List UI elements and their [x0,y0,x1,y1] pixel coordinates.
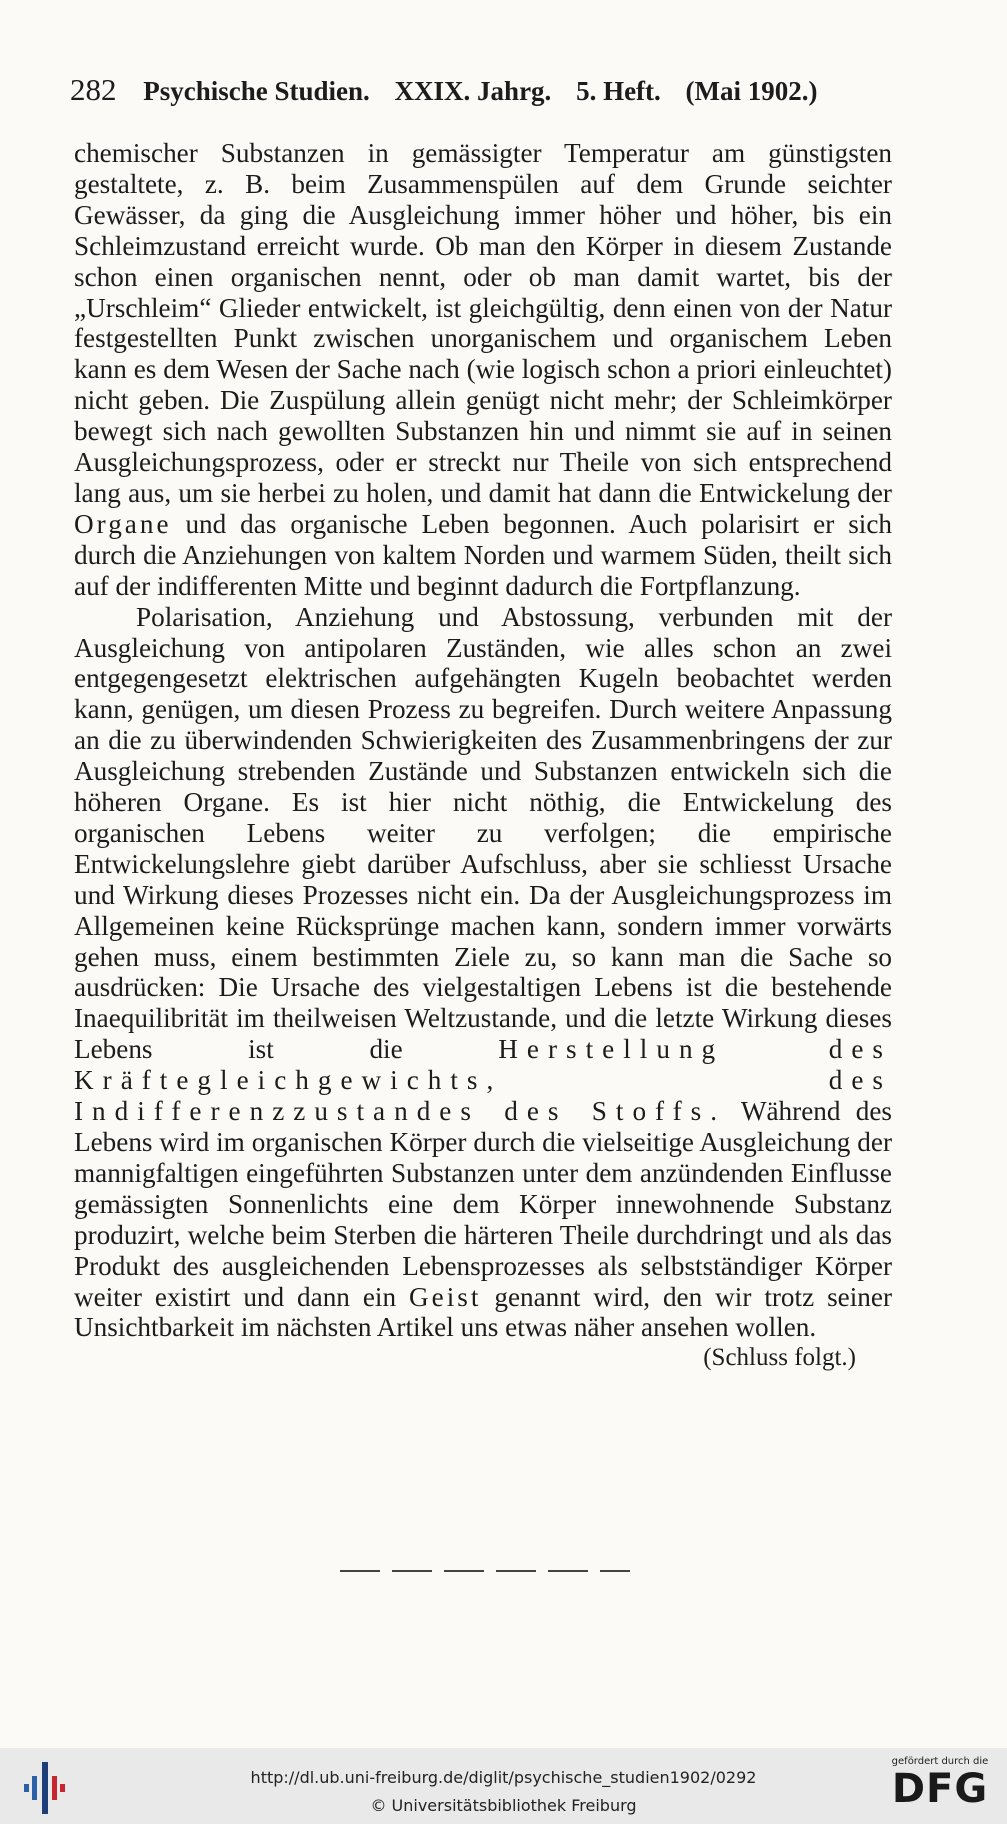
footer-bar [0,1748,1007,1824]
paragraph-1-text-a: chemischer Substanzen in gemässigter Temperatur am günstigsten gestaltete, z. B. beim Zusammenspülen auf dem Grunde seichter Gewässer, da ging die Ausgleichung immer höher und höher, bis ein Schleimzustand erreicht wurde. Ob man den Körper in diesem Zustande schon einen organischen nennt, oder ob man damit wartet, bis der „Urschleim“ Glieder entwickelt, ist gleichgültig, denn einen von der Natur festgestellten Punkt zwischen unorganischem und organischem Leben kann es dem Wesen der Sache nach (wie logisch schon a priori einleuchtet) nicht geben. Die Zuspülung allein genügt nicht mehr; der Schleimkörper bewegt sich nach gewollten Substanzen hin und nimmt sie auf in seinen Ausgleichungsprozess, oder er streckt nur Theile von sich entsprechend lang aus, um sie herbei zu holen, und damit hat dann die Entwickelung der [74,138,892,508]
paragraph-2-text-b: Während des Lebens wird im organischen Körper durch die vielseitige Ausgleichung der mannigfaltigen eingeführten Substanzen unter dem anzündenden Einflusse gemässigten Sonnenlichts eine dem Körper innewohnende Substanz produzirt, welche beim Sterben die härteren Theile durchdringt und als das Produkt des ausgleichenden Lebensprozesses als selbstständiger Körper weiter existirt und dann ein [74,1096,892,1312]
issue-label: 5. Heft. [576,76,661,106]
paragraph-2 [74,602,892,1344]
article-body [74,138,893,1372]
running-header [70,72,900,108]
emphasis-herstellung: Herstellung des Kräftegleichgewichts, des Indifferenzzustandes des Stoffs. [74,1034,892,1127]
dfg-wordmark: DFG [891,1766,989,1812]
paragraph-1 [74,138,892,602]
paragraph-2-text-a: Polarisation, Anziehung und Abstossung, verbunden mit der Ausgleichung von antipolaren Zuständen, wie alles schon an zwei entgegengesetzt elektrischen aufgehängten Kugeln beobachtet werden kann, genügen, um diesen Prozess zu begreifen. Durch weitere Anpassung an die zu überwindenden Schwierigkeiten des Zusammenbringens der zur Ausgleichung strebenden Zustände und Substanzen entwickeln sich die höheren Organe. Es ist hier nicht nöthig, die Entwickelung des organischen Lebens weiter zu verfolgen; die empirische Entwickelungslehre giebt darüber Aufschluss, aber sie schliesst Ursache und Wirkung dieses Prozesses nicht ein. Da der Ausgleichungsprozess im Allgemeinen keine Rücksprünge machen kann, sondern immer vorwärts gehen muss, einem bestimmten Ziele zu, so kann man die Sache so ausdrücken: Die Ursache des vielgestaltigen Lebens ist die bestehende Inaequilibrität im theilweisen Weltzustande, und die letzte Wirkung dieses Lebens ist die [74,601,892,1065]
paragraph-2-text-c: genannt wird, den wir trotz seiner Unsichtbarkeit im nächsten Artikel uns etwas näher ansehen wollen. [74,1281,893,1343]
funding-note: gefördert durch die [891,1756,989,1767]
emphasis-geist: Geist [409,1281,482,1312]
page-number: 282 [70,72,117,107]
issue-date: (Mai 1902.) [685,76,818,106]
volume-label: XXIX. Jahrg. [394,76,552,106]
dfg-logo [885,1756,995,1811]
paragraph-1-text-b: und das organische Leben begonnen. Auch polarisirt er sich durch die Anziehungen von kaltem Norden und warmem Süden, theilt sich auf der indifferenten Mitte und beginnt dadurch die Fortpflanzung. [74,508,892,601]
emphasis-organe: Organe [74,508,172,539]
copyright-text: © Universitätsbibliothek Freiburg [370,1796,637,1815]
section-rule [340,1570,630,1572]
continuation-note: (Schluss folgt.) [703,1344,856,1372]
source-url-link[interactable]: http://dl.ub.uni-freiburg.de/diglit/psychische_studien1902/0292 [250,1768,757,1787]
journal-title: Psychische Studien. [143,76,370,106]
